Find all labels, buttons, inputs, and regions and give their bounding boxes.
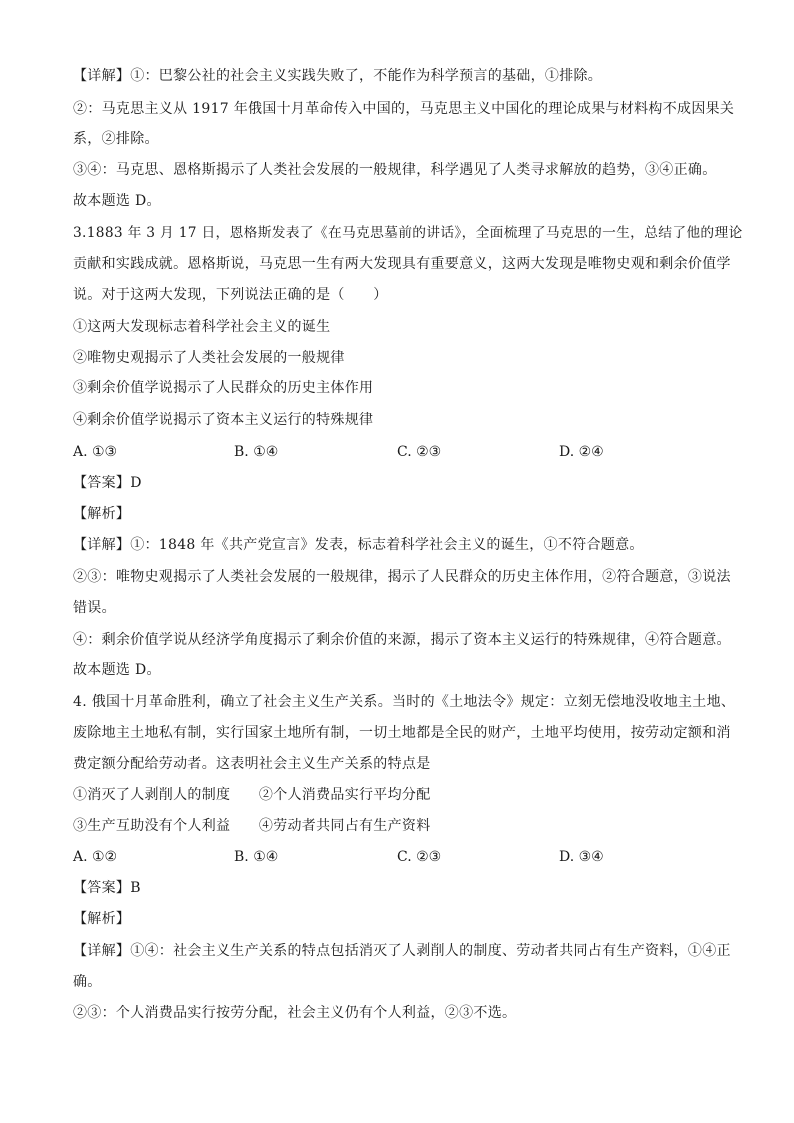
q3-item-1: ①这两大发现标志着科学社会主义的诞生 [73,319,331,335]
q3-stem-line-3: 说。对于这两大发现，下列说法正确的是（ ） [73,287,388,303]
q2-detail-line-2: ②：马克思主义从 1917 年俄国十月革命传入中国的，马克思主义中国化的理论成果与材料构不成因果关 [73,101,735,117]
q4-items-line-2: ③生产互助没有个人利益 ④劳动者共同占有生产资料 [73,818,431,834]
q3-option-a: A. ①③ [73,444,118,460]
q4-option-c: C. ②③ [397,849,442,865]
q4-stem-line-1: 4. 俄国十月革命胜利，确立了社会主义生产关系。当时的《土地法令》规定：立刻无偿地没收地主土地、 [73,694,736,710]
q3-item-2: ②唯物史观揭示了人类社会发展的一般规律 [73,350,345,366]
q4-answer: 【答案】B [73,880,141,896]
q3-item-4: ④剩余价值学说揭示了资本主义运行的特殊规律 [73,412,374,428]
q3-detail-line-1: 【详解】①：1848 年《共产党宣言》发表，标志着科学社会主义的诞生，①不符合题意。 [73,537,644,553]
q3-stem-line-2: 贡献和实践成就。恩格斯说，马克思一生有两大发现具有重要意义，这两大发现是唯物史观和剩余价值学 [73,256,731,272]
q4-option-a: A. ①② [73,849,118,865]
q3-item-3: ③剩余价值学说揭示了人民群众的历史主体作用 [73,380,374,396]
q3-answer: 【答案】D [73,475,142,491]
q3-option-d: D. ②④ [559,444,604,460]
q2-detail-line-4: ③④：马克思、恩格斯揭示了人类社会发展的一般规律，科学遇见了人类寻求解放的趋势，③④正确。 [73,162,717,178]
q4-stem-line-2: 废除地主土地私有制，实行国家土地所有制，一切土地都是全民的财产，土地平均使用，按劳动定额和消 [73,725,731,741]
q4-detail-line-3: ②③：个人消费品实行按劳分配，社会主义仍有个人利益，②③不选。 [73,1005,517,1021]
q4-detail-line-1: 【详解】①④：社会主义生产关系的特点包括消灭了人剥削人的制度、劳动者共同占有生产资料，①④正 [73,943,731,959]
q3-analysis-heading: 【解析】 [73,506,131,522]
q3-detail-line-2: ②③：唯物史观揭示了人类社会发展的一般规律，揭示了人民群众的历史主体作用，②符合题意，③说法 [73,569,731,585]
q3-detail-line-3: 错误。 [73,600,116,616]
q2-detail-line-3: 系，②排除。 [73,131,159,147]
q3-detail-line-5: 故本题选 D。 [73,662,161,678]
q4-items-line-1: ①消灭了人剥削人的制度 ②个人消费品实行平均分配 [73,787,431,803]
q3-option-b: B. ①④ [234,444,279,460]
q3-stem-line-1: 3.1883 年 3 月 17 日，恩格斯发表了《在马克思墓前的讲话》，全面梳理了马克思的一生，总结了他的理论 [73,225,743,241]
q4-detail-line-2: 确。 [73,974,102,990]
q3-detail-line-4: ④：剩余价值学说从经济学角度揭示了剩余价值的来源，揭示了资本主义运行的特殊规律，④符合题意。 [73,632,731,648]
q2-detail-line-1: 【详解】①：巴黎公社的社会主义实践失败了，不能作为科学预言的基础，①排除。 [73,68,603,84]
q4-option-d: D. ③④ [559,849,604,865]
q2-detail-line-5: 故本题选 D。 [73,193,161,209]
q4-option-b: B. ①④ [234,849,279,865]
q3-option-c: C. ②③ [397,444,442,460]
q4-stem-line-3: 费定额分配给劳动者。这表明社会主义生产关系的特点是 [73,756,431,772]
q4-analysis-heading: 【解析】 [73,911,131,927]
